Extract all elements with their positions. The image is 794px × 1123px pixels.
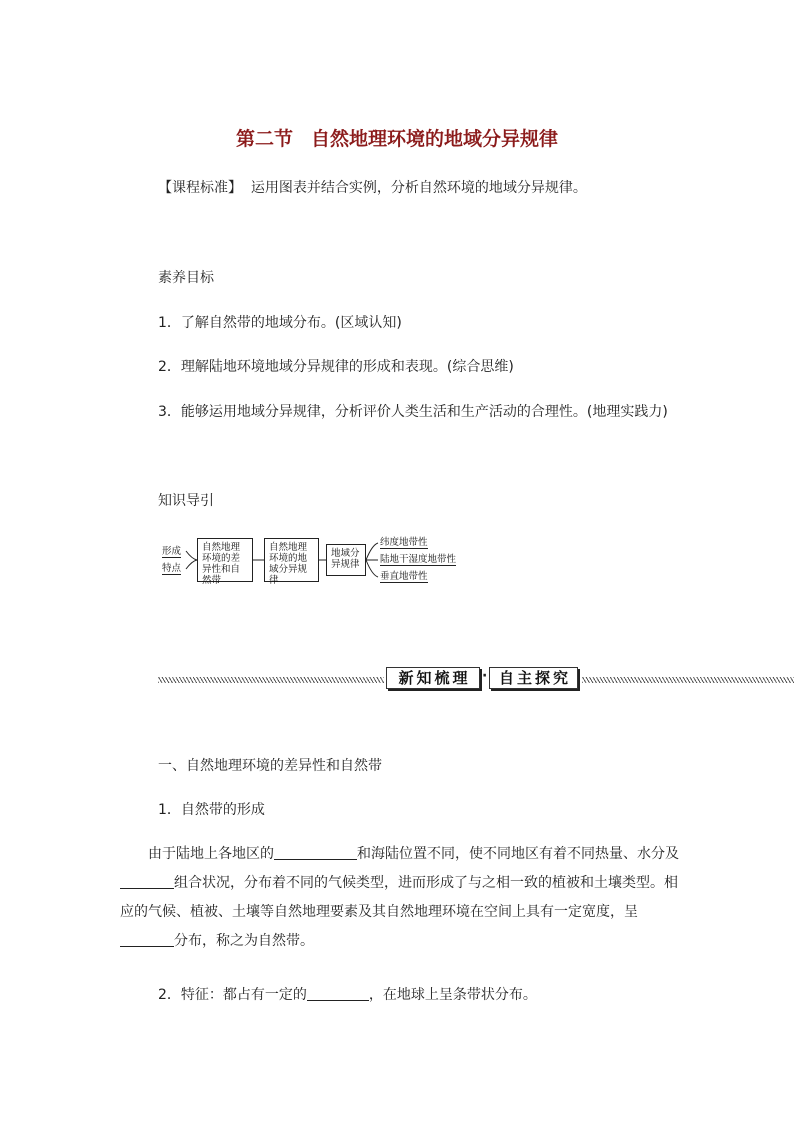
map-box-zonation-pattern: 地域分异规律: [326, 544, 366, 576]
goals-heading: 素养目标: [158, 270, 214, 286]
map-box-zonal-laws: 自然地理环境的地域分异规律: [264, 538, 319, 582]
map-branch-moisture: 陆地干湿度地带性: [380, 554, 457, 565]
subsection-formation: 1．自然带的形成: [158, 802, 265, 818]
blank-2: [120, 873, 174, 889]
map-branch-vertical: 垂直地带性: [380, 571, 428, 582]
banner-tag-new-knowledge: 新知梳理: [386, 667, 480, 689]
section-title: 自然地理环境的地域分异规律: [311, 128, 559, 150]
features-text-1: 2．特征：都占有一定的: [158, 987, 307, 1003]
map-box-differences-and-zones: 自然地理环境的差异性和自然带: [197, 538, 253, 582]
blank-1: [274, 844, 357, 860]
para-text-2: 和海陆位置不同，使不同地区有着不同热量、水分及: [357, 846, 679, 862]
standard-text: 运用图表并结合实例，分析自然环境的地域分异规律。: [250, 180, 587, 196]
goal-item-1: 1．了解自然带的地域分布。(区域认知): [158, 315, 402, 331]
para-text-1: 由于陆地上各地区的: [148, 846, 274, 862]
goal-item-3: 3．能够运用地域分异规律，分析评价人类生活和生产活动的合理性。(地理实践力): [158, 404, 668, 420]
features-text-2: ，在地球上呈条带状分布。: [368, 987, 537, 1003]
banner-hatch-left: [158, 677, 384, 683]
para-text-4: 分布，称之为自然带。: [174, 933, 314, 949]
para-text-3: 组合状况，分布着不同的气候类型，进而形成了与之相一致的植被和土壤类型。相应的气候、植被、土壤等自然地理要素及其自然地理环境在空间上具有一定宽度，呈: [120, 875, 678, 920]
map-label-formation: 形成: [162, 546, 182, 557]
blank-4: [307, 985, 369, 1001]
formation-paragraph: [120, 840, 685, 956]
subsection-features: [158, 985, 537, 1005]
banner-dot: ·: [482, 668, 488, 684]
standard-label: 【课程标准】: [158, 180, 242, 196]
banner-hatch-right: [582, 677, 794, 683]
section-heading: 一、自然地理环境的差异性和自然带: [158, 758, 382, 774]
map-branch-latitudinal: 纬度地带性: [380, 537, 428, 548]
blank-3: [120, 931, 174, 947]
guide-heading: 知识导引: [158, 493, 214, 509]
goal-item-2: 2．理解陆地环境地域分异规律的形成和表现。(综合思维): [158, 359, 514, 375]
banner-tag-self-explore: 自主探究: [489, 667, 578, 689]
map-label-features: 特点: [162, 563, 182, 574]
section-number: 第二节: [235, 128, 293, 150]
